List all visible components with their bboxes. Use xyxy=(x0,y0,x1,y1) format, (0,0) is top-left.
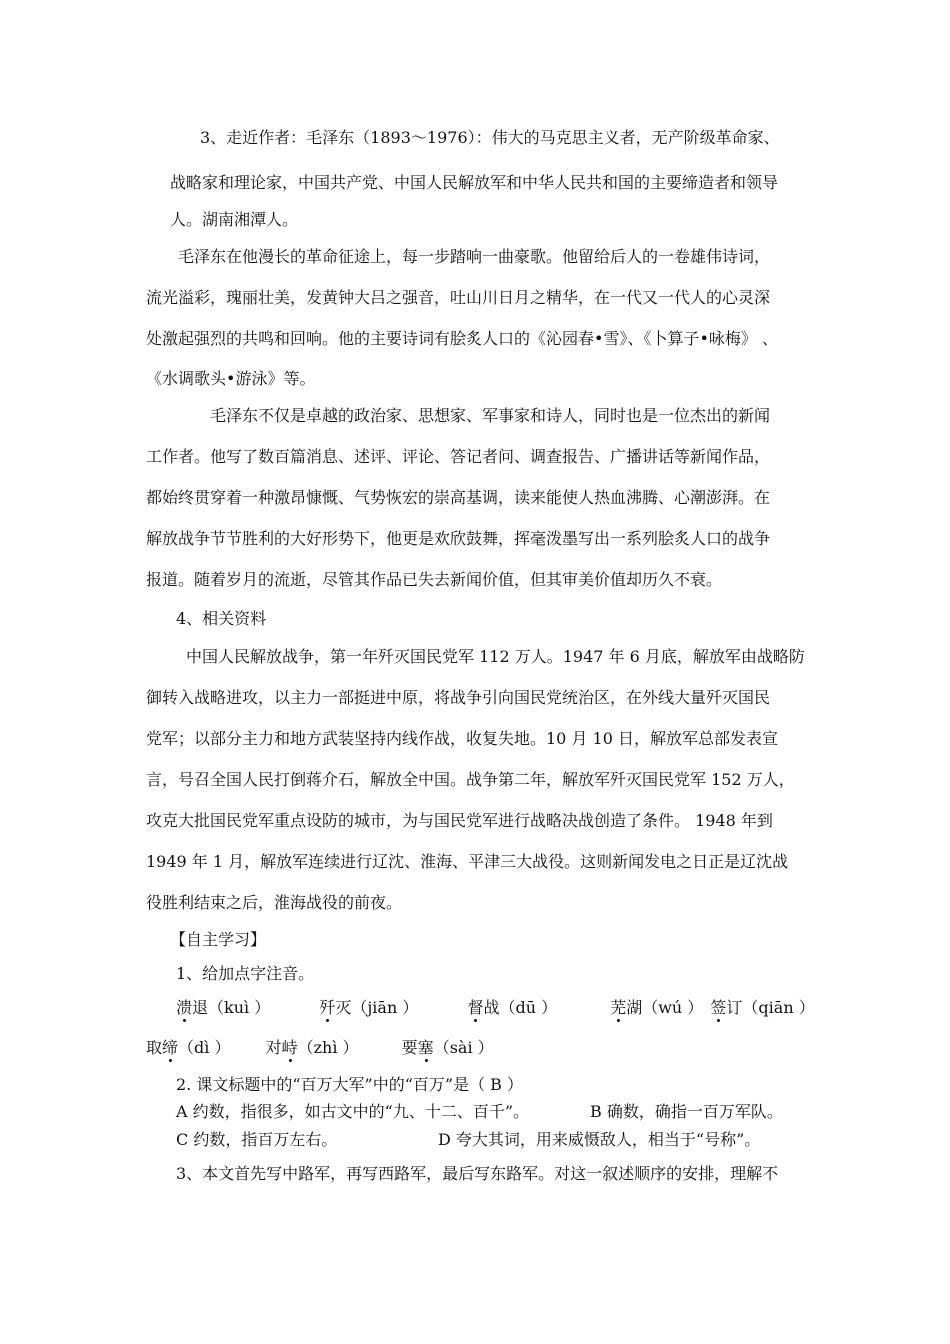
journalist-line-4: 解放战争节节胜利的大好形势下，他更是欢欣鼓舞，挥毫泼墨写出一系列脍炙人口的战争 xyxy=(146,529,771,548)
poetry-line-3: 处激起强烈的共鸣和回响。他的主要诗词有脍炙人口的《沁园春•雪》、《卜算子•咏梅》 、 xyxy=(146,329,778,348)
background-line-2: 御转入战略进攻，以主力一部挺进中原，将战争引向国民党统治区，在外线大量歼灭国民 xyxy=(146,688,771,707)
pinyin-row-1 xyxy=(176,998,815,1018)
background-line-3: 党军；以部分主力和地方武装坚持内线作战，收复失地。10 月 10 日，解放军总部发表宣 xyxy=(146,729,778,748)
background-line-4: 言，号召全国人民打倒蒋介石，解放全中国。战争第二年，解放军歼灭国民党军 152 万人， xyxy=(146,770,795,789)
question-2: 2. 课文标题中的“百万大军”中的“百万”是（ B ） xyxy=(176,1075,524,1094)
pinyin-item: 歼灭（jiān ） xyxy=(319,998,419,1017)
question-1: 1、给加点字注音。 xyxy=(176,964,315,983)
journalist-line-2: 工作者。他写了数百篇消息、述评、评论、答记者问、调查报告、广播讲话等新闻作品， xyxy=(146,447,771,466)
author-line-3: 人。湖南湘潭人。 xyxy=(170,210,299,229)
poetry-line-2: 流光溢彩，瑰丽壮美，发黄钟大吕之强音，吐山川日月之精华，在一代又一代人的心灵深 xyxy=(146,288,771,307)
background-line-7: 役胜利结束之后，淮海战役的前夜。 xyxy=(146,893,403,912)
pinyin-item: 溃退（kuì ） xyxy=(176,998,271,1017)
poetry-line-4: 《水调歌头•游泳》等。 xyxy=(146,369,316,388)
author-line-2: 战略家和理论家，中国共产党、中国人民解放军和中华人民共和国的主要缔造者和领导 xyxy=(170,173,779,192)
journalist-line-1: 毛泽东不仅是卓越的政治家、思想家、军事家和诗人，同时也是一位杰出的新闻 xyxy=(210,406,771,425)
pinyin-item: 对峙（zhì ） xyxy=(265,1038,359,1057)
question-2-option-d: D 夸大其词，用来威慑敌人，相当于“号称”。 xyxy=(438,1130,761,1149)
question-2-option-a: A 约数，指很多，如古文中的“九、十二、百千”。 xyxy=(176,1102,530,1121)
pinyin-item: 签订（qiān ） xyxy=(710,998,815,1017)
question-2-option-b: B 确数，确指一百万军队。 xyxy=(590,1102,783,1121)
pinyin-item: 芜湖（wú ） xyxy=(610,998,704,1017)
pinyin-item: 要塞（sài ） xyxy=(401,1038,494,1057)
pinyin-item: 督战（dū ） xyxy=(467,998,558,1017)
pinyin-item: 取缔（dì ） xyxy=(146,1038,231,1057)
background-line-6: 1949 年 1 月，解放军连续进行辽沈、淮海、平津三大战役。这则新闻发电之日正是辽沈战 xyxy=(146,852,789,871)
journalist-line-5: 报道。随着岁月的流逝，尽管其作品已失去新闻价值，但其审美价值却历久不衰。 xyxy=(146,570,723,589)
question-3: 3、本文首先写中路军，再写西路军，最后写东路军。对这一叙述顺序的安排，理解不 xyxy=(176,1164,779,1183)
background-title: 4、相关资料 xyxy=(176,609,267,628)
background-line-1: 中国人民解放战争，第一年歼灭国民党军 112 万人。1947 年 6 月底，解放军由战略防 xyxy=(186,647,805,666)
question-2-option-c: C 约数，指百万左右。 xyxy=(176,1130,338,1149)
poetry-line-1: 毛泽东在他漫长的革命征途上，每一步踏响一曲豪歌。他留给后人的一卷雄伟诗词， xyxy=(178,247,771,266)
journalist-line-3: 都始终贯穿着一种激昂慷慨、气势恢宏的崇高基调，读来能使人热血沸腾、心潮澎湃。在 xyxy=(146,488,771,507)
pinyin-row-2 xyxy=(146,1038,494,1058)
author-line-1: 3、走近作者：毛泽东（1893～1976）：伟大的马克思主义者，无产阶级革命家、 xyxy=(200,128,780,147)
self-study-heading: 【自主学习】 xyxy=(170,930,267,949)
background-line-5: 攻克大批国民党军重点设防的城市，为与国民党军进行战略决战创造了条件。 1948 年到 xyxy=(146,811,773,830)
